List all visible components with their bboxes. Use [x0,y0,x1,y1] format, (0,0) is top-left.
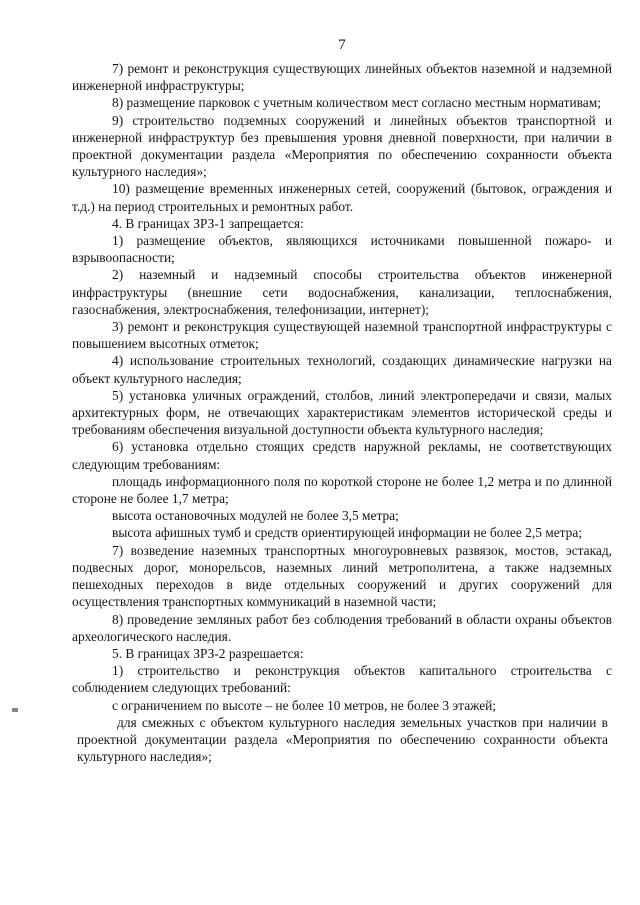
section-4-heading: 4. В границах ЗРЗ-1 запрещается: [112,215,304,231]
requirement-info-field-size: площадь информационного поля по короткой стороне не более 1,2 метра и по длинной стороне не более 1,7 метра; [72,473,612,507]
paragraph-10-temporary-networks: 10) размещение временных инженерных сетей, сооружений (бытовок, ограждения и т.д.) на период строительных и ремонтных работ. [72,181,612,214]
prohibition-6-advertising: 6) установка отдельно стоящих средств наружной рекламы, не соответствующих следующим требованиям: [72,439,612,472]
requirement-adjacent-plots: для смежных с объектом культурного наследия земельных участков при наличии в проектной документации раздела «Мероприятия по обеспечению сохранности объекта культурного наследия»; [77,714,608,765]
prohibition-4-dynamic-loads: 4) использование строительных технологий, создающих динамические нагрузки на объект культурного наследия; [72,353,612,386]
prohibition-2-overground-infrastructure: 2) наземный и надземный способы строительства объектов инженерной инфраструктуры (внешние сети водоснабжения, канализации, теплоснабжения, газоснабжения, электроснабжения, телефонизации, интернет); [72,267,612,317]
scan-artifact-mark [12,708,18,712]
prohibition-3-transport-elevation: 3) ремонт и реконструкция существующей наземной транспортной инфраструктуры с повышением высотных отметок; [72,319,612,352]
requirement-height-limit: с ограничением по высоте – не более 10 метров, не более 3 этажей; [112,697,497,713]
paragraph-7-repair-linear-objects: 7) ремонт и реконструкция существующих линейных объектов наземной и надземной инженерной инфраструктуры; [72,61,612,94]
permission-1-capital-construction: 1) строительство и реконструкция объектов капитального строительства с соблюдением следующих требований: [72,663,612,696]
requirement-stop-module-height: высота остановочных модулей не более 3,5 метра; [112,508,399,524]
paragraph-9-underground-construction: 9) строительство подземных сооружений и линейных объектов транспортной и инженерной инфраструктур без превышения уровня дневной поверхности, при наличии в проектной документации раздела «Мероприятия по обеспечению сохранности объекта культурного наследия»; [72,112,612,180]
prohibition-7-transport-interchanges: 7) возведение наземных транспортных многоуровневых развязок, мостов, эстакад, подвесных дорог, монорельсов, наземных линий метрополитена, а также надземных пешеходных переходов в виде отдельных сооружений и других сооружений для осуществления транспортных коммуникаций в наземной части; [72,542,612,610]
prohibition-1-hazard-objects: 1) размещение объектов, являющихся источниками повышенной пожаро- и взрывоопасности; [72,233,612,266]
requirement-poster-height: высота афишных тумб и средств ориентирующей информации не более 2,5 метра; [112,525,583,541]
prohibition-5-street-fences: 5) установка уличных ограждений, столбов, линий электропередачи и связи, малых архитектурных форм, не отвечающих характеристикам элементов исторической среды и требованиям обеспечения визуальной доступности объекта культурного наследия; [72,387,612,438]
page-number: 7 [338,37,346,53]
paragraph-8-parking: 8) размещение парковок с учетным количеством мест согласно местным нормативам; [112,95,601,111]
section-5-heading: 5. В границах ЗРЗ-2 разрешается: [112,645,304,661]
prohibition-8-earthworks: 8) проведение земляных работ без соблюдения требований в области охраны объектов археологического наследия. [72,611,612,644]
